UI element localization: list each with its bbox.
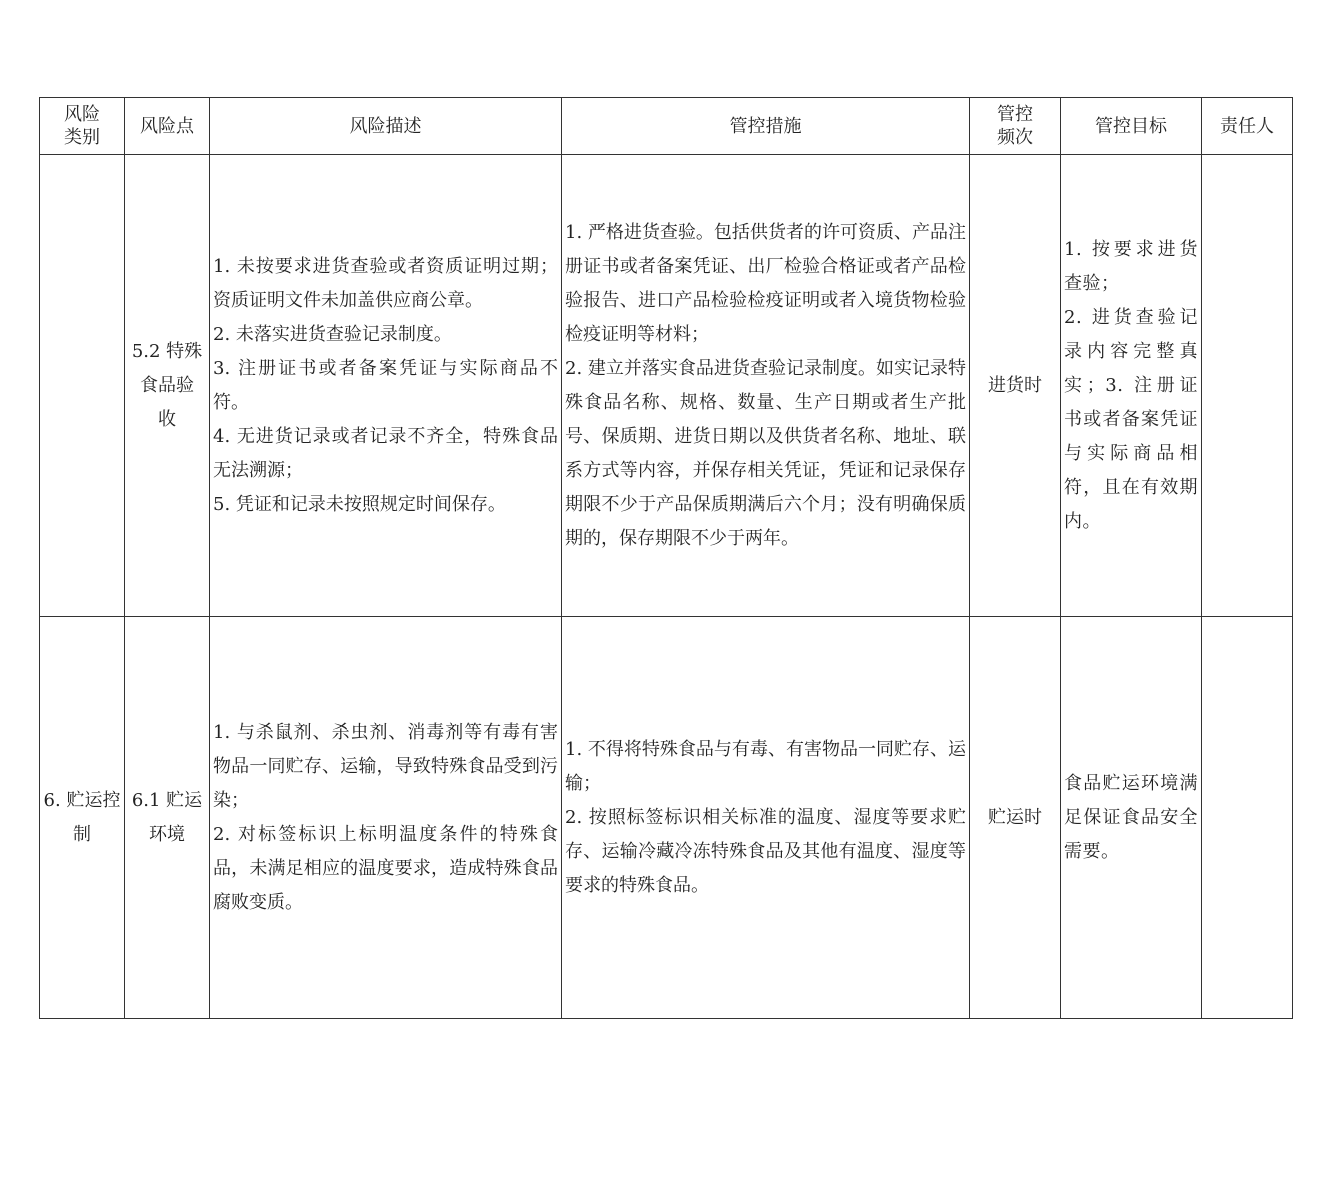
control-measure-item: 1. 严格进货查验。包括供货者的许可资质、产品注册证书或者备案凭证、出厂检验合格证或者产品检验报告、进口产品检验检疫证明或者入境货物检验检疫证明等材料； [565,221,966,345]
cell-responsible-person [1202,617,1293,1019]
control-measure-item: 2. 建立并落实食品进货查验记录制度。如实记录特殊食品名称、规格、数量、生产日期或者生产批号、保质期、进货日期以及供货者名称、地址、联系方式等内容，并保存相关凭证，凭证和记录保存期限不少于产品保质期满后六个月；没有明确保质期的，保存期限不少于两年。 [565,357,966,549]
cell-risk-description [210,617,562,1019]
control-target-item: 2. 进货查验记录内容完整真实；3. 注册证书或者备案凭证与实际商品相符，且在有效期内。 [1064,306,1198,532]
risk-point-line-2: 环境 [149,823,185,845]
risk-category-line-1: 6. 贮运控 [43,789,121,811]
risk-point-line-3: 收 [158,408,176,430]
risk-description-item: 4. 无进货记录或者记录不齐全，特殊食品无法溯源； [213,425,558,481]
risk-point-line-1: 6.1 贮运 [131,789,203,811]
cell-control-target [1061,617,1202,1019]
cell-risk-description [210,155,562,617]
header-risk-description: 风险描述 [210,98,562,155]
header-control-frequency-line-1: 管控 [997,104,1033,125]
header-control-frequency-line-2: 频次 [997,127,1033,148]
risk-category-line-2: 制 [73,823,91,845]
cell-control-frequency: 贮运时 [970,617,1061,1019]
risk-control-table [39,97,1293,1019]
header-risk-category-line-1: 风险 [64,104,100,125]
header-control-target: 管控目标 [1061,98,1202,155]
risk-description-item: 2. 对标签标识上标明温度条件的特殊食品，未满足相应的温度要求，造成特殊食品腐败变质。 [213,823,558,913]
header-risk-point: 风险点 [125,98,210,155]
risk-description-item: 1. 与杀鼠剂、杀虫剂、消毒剂等有毒有害物品一同贮存、运输，导致特殊食品受到污染； [213,721,558,811]
cell-control-measures [562,155,970,617]
risk-point-line-1: 5.2 特殊 [131,340,203,362]
risk-description-item: 3. 注册证书或者备案凭证与实际商品不符。 [213,357,558,413]
cell-risk-category [40,617,125,1019]
table-row [40,155,1293,617]
table-row [40,617,1293,1019]
risk-description-item: 2. 未落实进货查验记录制度。 [213,323,452,345]
control-target-item: 食品贮运环境满足保证食品安全需要。 [1064,772,1198,862]
header-row [40,98,1293,155]
header-responsible-person: 责任人 [1202,98,1293,155]
risk-point-line-2: 食品验 [140,374,194,396]
cell-risk-category [40,155,125,617]
risk-description-item: 1. 未按要求进货查验或者资质证明过期；资质证明文件未加盖供应商公章。 [213,255,558,311]
cell-responsible-person [1202,155,1293,617]
header-risk-category [40,98,125,155]
header-control-measures: 管控措施 [562,98,970,155]
control-measure-item: 1. 不得将特殊食品与有毒、有害物品一同贮存、运输； [565,738,966,794]
cell-risk-point [125,155,210,617]
cell-control-measures [562,617,970,1019]
control-target-item: 1. 按要求进货查验； [1064,238,1198,294]
cell-control-frequency: 进货时 [970,155,1061,617]
control-measure-item: 2. 按照标签标识相关标准的温度、湿度等要求贮存、运输冷藏冷冻特殊食品及其他有温度、湿度等要求的特殊食品。 [565,806,966,896]
cell-control-target [1061,155,1202,617]
cell-risk-point [125,617,210,1019]
header-control-frequency [970,98,1061,155]
risk-description-item: 5. 凭证和记录未按照规定时间保存。 [213,493,506,515]
header-risk-category-line-2: 类别 [64,127,100,148]
